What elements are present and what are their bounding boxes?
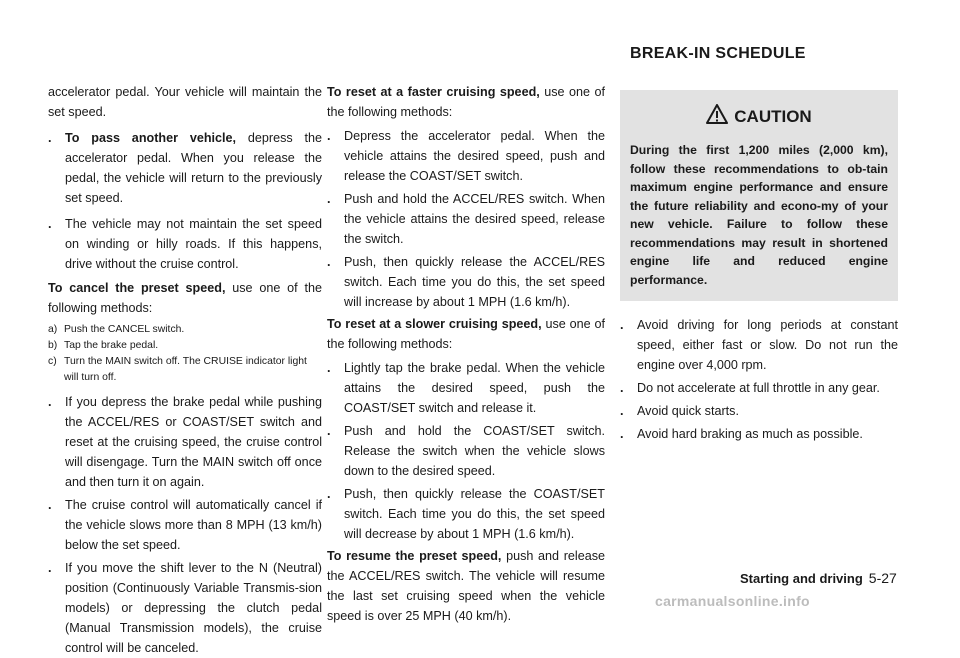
list-item <box>48 392 322 492</box>
cancel-lead: To cancel the preset speed, <box>48 281 226 295</box>
section-heading: BREAK-IN SCHEDULE <box>630 45 806 62</box>
list-item <box>48 128 322 208</box>
bullet-text: If you move the shift lever to the N (Neutral) position (Continuously Variable Transmis-sion models) or depressing the clutch pedal (Manual Transmission models), the cruise control will be canceled. <box>65 561 322 655</box>
methods-list <box>48 322 322 386</box>
method-letter: b) <box>48 340 58 351</box>
caution-header <box>630 104 888 129</box>
column-2 <box>327 82 605 626</box>
bullet-icon: . <box>48 561 52 575</box>
list-item <box>620 378 898 398</box>
bullet-icon: . <box>327 192 331 206</box>
resume-text: push and release the ACCEL/RES switch. The vehicle will resume the last set cruising speed when the vehicle speed is over 25 MPH (40 km/h). <box>327 549 606 623</box>
caution-text: During the first 1,200 miles (2,000 km), follow these recommendations to ob-tain maximum engine performance and ensure the future reliability and econo-my of your new vehicle. Failure to follow these recommendations may result in shortened engine life and reduced engine performance. <box>630 143 888 287</box>
bullet-text: Avoid hard braking as much as possible. <box>637 427 863 441</box>
bullet-icon: . <box>620 404 624 418</box>
method-item <box>48 354 322 386</box>
bullet-bold-lead: To pass another vehicle, <box>65 131 237 145</box>
method-text: Push the CANCEL switch. <box>64 324 185 335</box>
bullet-icon: . <box>48 498 52 512</box>
list-item <box>327 484 605 544</box>
method-text: Turn the MAIN switch off. The CRUISE indicator light will turn off. <box>64 356 307 383</box>
bullet-text: The cruise control will automatically cancel if the vehicle slows more than 8 MPH (13 km/h) below the set speed. <box>65 498 322 552</box>
caution-title: CAUTION <box>734 106 812 126</box>
bullet-text: Avoid driving for long periods at constant speed, either fast or slow. Do not run the engine over 4,000 rpm. <box>637 318 898 372</box>
warning-triangle-icon <box>706 104 728 129</box>
bullet-text: Do not accelerate at full throttle in any gear. <box>637 381 880 395</box>
slower-paragraph <box>327 314 605 354</box>
bullet-text: The vehicle may not maintain the set speed on winding or hilly roads. If this happens, drive without the cruise control. <box>65 217 322 271</box>
bullet-icon: . <box>327 424 331 438</box>
method-letter: c) <box>48 356 57 367</box>
footer-section: Starting and driving <box>740 571 863 586</box>
bullet-text: depress the accelerator pedal. When you release the pedal, the vehicle will return to the previously set speed. <box>65 131 322 205</box>
list-item <box>48 214 322 274</box>
bullet-text: Lightly tap the brake pedal. When the vehicle attains the desired speed, push the COAST/SET switch and release it. <box>344 361 605 415</box>
list-item <box>327 126 605 186</box>
bullet-text: Avoid quick starts. <box>637 404 739 418</box>
method-text: Tap the brake pedal. <box>64 340 159 351</box>
page-footer <box>740 570 897 586</box>
list-item <box>327 252 605 312</box>
list-item <box>48 495 322 555</box>
list-item <box>620 315 898 375</box>
bullet-icon: . <box>620 381 624 395</box>
bullet-icon: . <box>327 129 331 143</box>
list-item <box>327 358 605 418</box>
caution-box <box>620 90 898 301</box>
method-letter: a) <box>48 324 58 335</box>
slower-text: use one of the following methods: <box>327 317 605 351</box>
resume-paragraph <box>327 546 605 626</box>
bullet-text: Depress the accelerator pedal. When the vehicle attains the desired speed, push and release the COAST/SET switch. <box>344 129 605 183</box>
bullet-text: If you depress the brake pedal while pushing the ACCEL/RES or COAST/SET switch and reset at the cruising speed, the cruise control will disengage. Turn the MAIN switch off once and then turn it on again. <box>65 395 322 489</box>
page-number: 5-27 <box>868 570 897 586</box>
method-item <box>48 322 322 338</box>
list-item <box>48 558 322 658</box>
bullet-text: Push and hold the ACCEL/RES switch. When the vehicle attains the desired speed, release the switch. <box>344 192 605 246</box>
column-1 <box>48 82 322 658</box>
bullet-icon: . <box>48 395 52 409</box>
cancel-paragraph <box>48 278 322 318</box>
list-item <box>620 401 898 421</box>
list-item <box>327 421 605 481</box>
bullet-icon: . <box>327 255 331 269</box>
list-item <box>327 189 605 249</box>
faster-text: use one of the following methods: <box>327 85 605 119</box>
bullet-text: Push, then quickly release the COAST/SET switch. Each time you do this, the set speed will decrease by about 1 MPH (1.6 km/h). <box>344 487 605 541</box>
watermark: carmanualsonline.info <box>655 593 810 609</box>
resume-lead: To resume the preset speed, <box>327 549 502 563</box>
list-item <box>620 424 898 444</box>
method-item <box>48 338 322 354</box>
bullet-icon: . <box>620 318 624 332</box>
cancel-text: use one of the following methods: <box>48 281 322 315</box>
bullet-icon: . <box>620 427 624 441</box>
intro-paragraph: accelerator pedal. Your vehicle will maintain the set speed. <box>48 85 322 119</box>
bullet-icon: . <box>48 217 52 231</box>
bullet-icon: . <box>327 487 331 501</box>
faster-paragraph <box>327 82 605 122</box>
bullet-text: Push, then quickly release the ACCEL/RES switch. Each time you do this, the set speed will increase by about 1 MPH (1.6 km/h). <box>344 255 605 309</box>
slower-lead: To reset at a slower cruising speed, <box>327 317 542 331</box>
column-3 <box>620 82 898 444</box>
bullet-text: Push and hold the COAST/SET switch. Release the switch when the vehicle slows down to the desired speed. <box>344 424 605 478</box>
faster-lead: To reset at a faster cruising speed, <box>327 85 540 99</box>
bullet-icon: . <box>327 361 331 375</box>
bullet-icon: . <box>48 131 52 145</box>
